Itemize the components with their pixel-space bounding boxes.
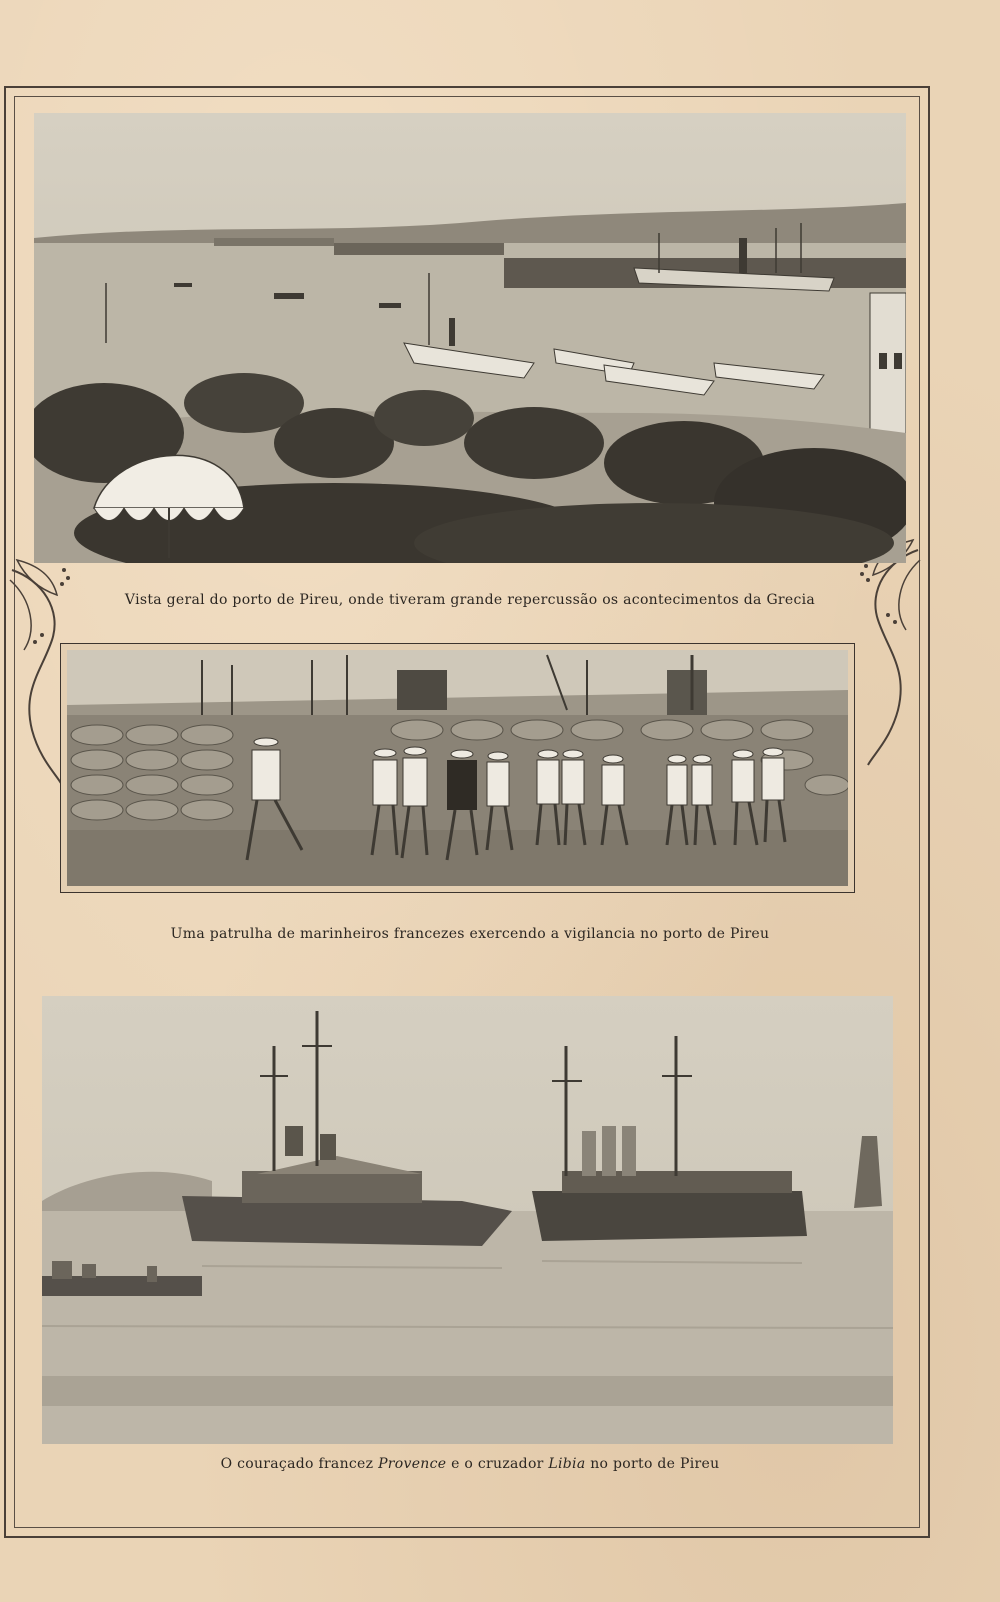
caption-warships-part2: e o cruzador	[446, 1456, 549, 1472]
caption-sailors-patrol: Uma patrulha de marinheiros francezes exercendo a vigilancia no porto de Pireu	[170, 926, 770, 942]
photo-warships	[42, 996, 893, 1444]
caption-harbor-overview: Vista geral do porto de Pireu, onde tiveram grande repercussão os acontecimentos da Grecia	[124, 592, 816, 608]
caption-warships	[0, 1456, 940, 1472]
ship-name-libia: Libia	[548, 1456, 586, 1472]
ship-name-provence: Provence	[378, 1456, 447, 1472]
photo-harbor-overview	[34, 113, 906, 563]
photo-sailors-patrol	[60, 643, 855, 893]
right-floral-ornament-icon	[858, 530, 928, 770]
caption-warships-part1: O couraçado francez	[220, 1456, 379, 1472]
caption-warships-part3: no porto de Pireu	[585, 1456, 720, 1472]
